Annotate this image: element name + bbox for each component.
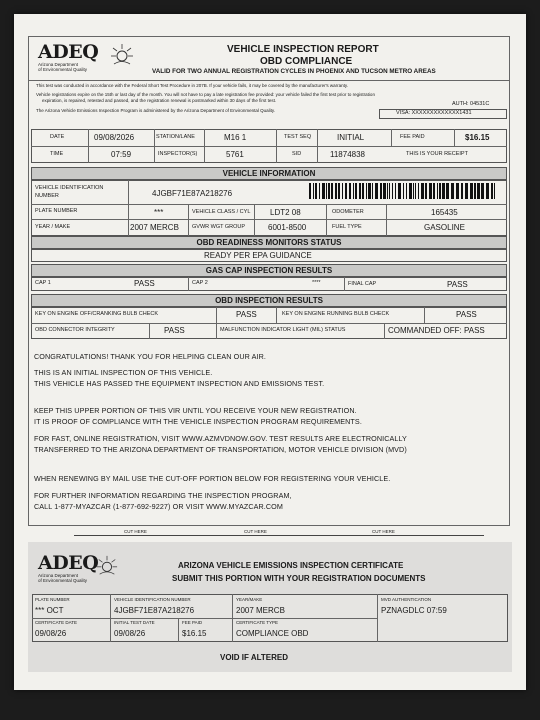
divider: [232, 594, 233, 642]
test-seq-value: INITIAL: [337, 133, 365, 142]
divider: [28, 80, 510, 81]
report-subtitle: OBD COMPLIANCE: [260, 56, 353, 67]
divider: [344, 277, 345, 291]
time-value: 07:59: [111, 150, 132, 159]
connector-label: OBD CONNECTOR INTEGRITY: [35, 327, 115, 333]
cert-fee-label: FEE PAID: [182, 620, 203, 625]
divider: [149, 323, 150, 339]
gas-cap-row: [31, 277, 507, 291]
certificate-logo-text: ADEQ: [38, 552, 99, 574]
divider: [154, 129, 155, 163]
logo-sub-2: of Environmental Quality: [38, 67, 88, 72]
cert-plate-value: *** OCT: [35, 606, 64, 615]
odometer-label: ODOMETER: [332, 209, 364, 215]
cert-initial-date-value: 09/08/26: [114, 629, 146, 638]
vehicle-info-header: VEHICLE INFORMATION: [31, 167, 507, 180]
message-line-4: KEEP THIS UPPER PORTION OF THIS VIR UNTIL YOU RECEIVE YOUR NEW REGISTRATION.: [34, 406, 357, 415]
divider: [384, 323, 385, 339]
fuel-label: FUEL TYPE: [332, 224, 362, 230]
certificate-logo-sub-2: of Environmental Quality: [38, 578, 88, 583]
date-value: 09/08/2026: [94, 133, 135, 142]
divider: [204, 129, 205, 163]
cert-date-label: CERTIFICATE DATE: [35, 620, 78, 625]
cert-type-label: CERTIFICATE TYPE: [236, 620, 279, 625]
mil-label: MALFUNCTION INDICATOR LIGHT (MIL) STATUS: [220, 327, 346, 333]
certificate-instructions: SUBMIT THIS PORTION WITH YOUR REGISTRATION DOCUMENTS: [172, 574, 426, 583]
cap2-label: CAP 2: [192, 280, 208, 286]
certificate-logo-sub-1: Arizona Department: [38, 573, 79, 578]
gvwr-value: 6001-8500: [268, 223, 307, 232]
vin-label-2: NUMBER: [35, 193, 59, 199]
vin-label-1: VEHICLE IDENTIFICATION: [35, 185, 104, 191]
receipt-note: THIS IS YOUR RECEIPT: [406, 151, 468, 157]
cert-date-value: 09/08/26: [35, 629, 67, 638]
message-line-5: IT IS PROOF OF COMPLIANCE WITH THE VEHICLE INSPECTION PROGRAM REQUIREMENTS.: [34, 417, 362, 426]
message-line-8: WHEN RENEWING BY MAIL USE THE CUT-OFF PORTION BELOW FOR REGISTERING YOUR VEHICLE.: [34, 474, 391, 483]
divider: [88, 129, 89, 163]
divider: [216, 307, 217, 339]
message-line-3: THIS VEHICLE HAS PASSED THE EQUIPMENT INSPECTION AND EMISSIONS TEST.: [34, 379, 325, 388]
class-label: VEHICLE CLASS / CYL: [192, 209, 251, 215]
divider: [276, 307, 277, 323]
koeo-label: KEY ON ENGINE OFF/CRANKING BULB CHECK: [35, 311, 159, 317]
cut-line-2: [204, 529, 344, 536]
message-line-9: FOR FURTHER INFORMATION REGARDING THE INSPECTION PROGRAM,: [34, 491, 292, 500]
koer-value: PASS: [456, 310, 477, 319]
notice-2: Vehicle registrations expire on the 15th or last day of the month. You will not have to pay a late registration fee provided: your vehicle failed the first test prior to registration: [36, 92, 375, 97]
cut-label: CUT HERE: [372, 529, 395, 534]
cap2-value: ****: [312, 280, 321, 286]
cut-line-3: [344, 529, 484, 536]
readiness-value: READY PER EPA GUIDANCE: [204, 251, 312, 260]
fee-paid-label: FEE PAID: [400, 134, 425, 140]
message-line-2: THIS IS AN INITIAL INSPECTION OF THIS VEHICLE.: [34, 368, 213, 377]
readiness-header: OBD READINESS MONITORS STATUS: [31, 236, 507, 249]
cert-mvd-label: MVD AUTHENTICATION: [381, 597, 432, 602]
divider: [32, 618, 377, 619]
cert-year-make-value: 2007 MERCB: [236, 606, 285, 615]
sid-label: SID: [292, 151, 302, 157]
cert-type-value: COMPLIANCE OBD: [236, 629, 309, 638]
time-label: TIME: [50, 151, 64, 157]
final-cap-value: PASS: [447, 280, 468, 289]
vin-value: 4JGBF71E87A218276: [152, 189, 233, 198]
divider: [31, 146, 507, 147]
plate-label: PLATE NUMBER: [35, 208, 78, 214]
class-value: LDT2 08: [270, 208, 301, 217]
divider: [31, 219, 507, 220]
cut-label: CUT HERE: [124, 529, 147, 534]
message-line-1: CONGRATULATIONS! THANK YOU FOR HELPING CLEAN OUR AIR.: [34, 352, 267, 361]
cert-vin-label: VEHICLE IDENTIFICATION NUMBER: [114, 597, 191, 602]
obd-header: OBD INSPECTION RESULTS: [31, 294, 507, 307]
visa-number: VISA: XXXXXXXXXXXXX1431: [396, 110, 472, 116]
divider: [188, 204, 189, 236]
fuel-value: GASOLINE: [424, 223, 465, 232]
cert-plate-label: PLATE NUMBER: [35, 597, 70, 602]
divider: [386, 204, 387, 236]
year-make-value: 2007 MERCB: [130, 223, 179, 232]
odometer-value: 165435: [431, 208, 458, 217]
report-validity: VALID FOR TWO ANNUAL REGISTRATION CYCLES IN PHOENIX AND TUCSON METRO AREAS: [152, 68, 436, 75]
divider: [254, 204, 255, 236]
logo-sub-1: Arizona Department: [38, 62, 79, 67]
divider: [110, 594, 111, 642]
cert-fee-value: $16.15: [182, 629, 207, 638]
divider: [424, 307, 425, 323]
notice-1: This test was conducted in accordance with the Federal Short Test Procedure in 207B. If your vehicle fails, it may be covered by the manufacturer's warranty.: [36, 83, 349, 88]
auth-code: AUTH: 04531C: [452, 101, 490, 107]
divider: [31, 204, 507, 205]
connector-value: PASS: [164, 326, 185, 335]
cert-year-make-label: YEAR/MAKE: [236, 597, 263, 602]
inspection-report-paper: [14, 14, 526, 690]
gas-cap-header: GAS CAP INSPECTION RESULTS: [31, 264, 507, 277]
divider: [317, 129, 318, 163]
report-title: VEHICLE INSPECTION REPORT: [227, 44, 379, 55]
divider: [31, 323, 507, 324]
divider: [454, 129, 455, 146]
message-line-10: CALL 1-877-MYAZCAR (1-877-692-9227) OR VISIT WWW.MYAZCAR.COM: [34, 502, 283, 511]
cert-initial-date-label: INITIAL TEST DATE: [114, 620, 155, 625]
void-if-altered: VOID IF ALTERED: [220, 653, 288, 662]
divider: [188, 277, 189, 291]
certificate-sun-emblem-icon: [96, 554, 118, 576]
notice-3: expiration, is repaired, retested and passed, and the registration renewal is postmarked within 30 days of the first test.: [42, 98, 277, 103]
koeo-value: PASS: [236, 310, 257, 319]
sid-value: 11874838: [330, 150, 365, 159]
cert-mvd-value: PZNAGDLC 07:59: [381, 606, 447, 615]
divider: [276, 129, 277, 163]
divider: [178, 618, 179, 642]
certificate-title: ARIZONA VEHICLE EMISSIONS INSPECTION CERTIFICATE: [178, 561, 404, 570]
koer-label: KEY ON ENGINE RUNNING BULB CHECK: [282, 311, 390, 317]
message-line-6: FOR FAST, ONLINE REGISTRATION, VISIT WWW.AZMVDNOW.GOV. TEST RESULTS ARE ELECTRONICALLY: [34, 434, 407, 443]
divider: [326, 204, 327, 236]
gvwr-label: GVWR WGT GROUP: [192, 224, 246, 230]
cap1-label: CAP 1: [35, 280, 51, 286]
plate-value: ***: [154, 208, 164, 217]
station-value: M16 1: [224, 133, 247, 142]
inspector-label: INSPECTOR(S): [158, 151, 198, 157]
cut-label: CUT HERE: [244, 529, 267, 534]
year-make-label: YEAR / MAKE: [35, 224, 71, 230]
fee-paid-value: $16.15: [465, 133, 490, 142]
cert-vin-value: 4JGBF71E87A218276: [114, 606, 195, 615]
logo-text: ADEQ: [38, 41, 99, 63]
date-label: DATE: [50, 134, 65, 140]
notice-4: The Arizona Vehicle Emissions Inspection Program is administered by the Arizona Department of Environmental Quality.: [36, 108, 276, 113]
divider: [391, 129, 392, 146]
divider: [128, 180, 129, 236]
final-cap-label: FINAL CAP: [348, 281, 377, 287]
vin-barcode: [309, 183, 497, 199]
test-seq-label: TEST SEQ: [284, 134, 312, 140]
divider: [377, 594, 378, 642]
message-line-7: TRANSFERRED TO THE ARIZONA DEPARTMENT OF TRANSPORTATION, MOTOR VEHICLE DIVISION (MVD): [34, 445, 407, 454]
inspector-value: 5761: [226, 150, 244, 159]
adeq-logo: [38, 41, 98, 72]
cap1-value: PASS: [134, 279, 155, 288]
cut-line-1: [74, 529, 214, 536]
station-label: STATION/LANE: [156, 134, 195, 140]
sun-emblem-icon: [110, 42, 134, 66]
mil-value: COMMANDED OFF: PASS: [388, 326, 485, 335]
certificate-adeq-logo: [38, 552, 98, 583]
